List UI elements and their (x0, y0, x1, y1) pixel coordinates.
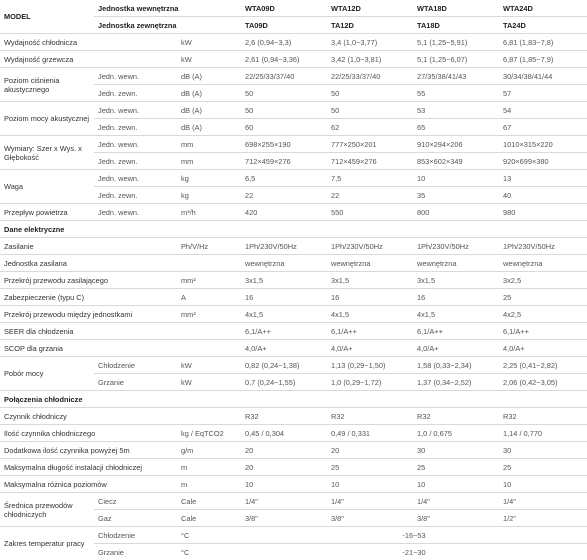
unit: dB (A) (177, 68, 241, 85)
value: 4x2,5 (499, 306, 587, 323)
value: 25 (499, 459, 587, 476)
value: 1/4" (499, 493, 587, 510)
section-title: Połączenia chłodnicze (0, 391, 587, 408)
row-label: Jednostka zasilana (0, 255, 177, 272)
value: 800 (413, 204, 499, 221)
value: 25 (327, 459, 413, 476)
unit: kg / EqTCO2 (177, 425, 241, 442)
unit-empty (177, 408, 241, 425)
value: wewnętrzna (499, 255, 587, 272)
unit: °C (177, 544, 241, 560)
unit: Ph/V/Hz (177, 238, 241, 255)
section-title: Dane elektryczne (0, 221, 587, 238)
indoor-model: WTA24D (499, 0, 587, 17)
value: 2,61 (0,94~3,36) (241, 51, 327, 68)
sub-label: Jedn. zewn. (94, 85, 177, 102)
row-label: Dodatkowa ilość czynnika powyżej 5m (0, 442, 177, 459)
value: 40 (499, 187, 587, 204)
value: 3/8" (413, 510, 499, 527)
row-label: Średnica przewodów chłodniczych (0, 493, 94, 527)
row-label: Poziom ciśnienia akustycznego (0, 68, 94, 102)
unit: kg (177, 187, 241, 204)
value: 1,0 (0,29~1,72) (327, 374, 413, 391)
value: 25 (499, 289, 587, 306)
unit: mm² (177, 306, 241, 323)
value: 22/25/33/37/40 (327, 68, 413, 85)
indoor-model: WTA12D (327, 0, 413, 17)
value: R32 (327, 408, 413, 425)
value: 22 (241, 187, 327, 204)
sub-label: Jedn. wewn. (94, 136, 177, 153)
unit-empty (177, 255, 241, 272)
value: 3x1,5 (327, 272, 413, 289)
value: 420 (241, 204, 327, 221)
value: 2,25 (0,41~2,82) (499, 357, 587, 374)
value: 1,13 (0,29~1,50) (327, 357, 413, 374)
value: 550 (327, 204, 413, 221)
outdoor-model: TA12D (327, 17, 413, 34)
value: 4,0/A+ (499, 340, 587, 357)
value: -16~53 (241, 527, 587, 544)
outdoor-model: TA09D (241, 17, 327, 34)
value: 20 (241, 442, 327, 459)
row-label: Zasilanie (0, 238, 177, 255)
value: 2,06 (0,42~3,05) (499, 374, 587, 391)
row-label: Waga (0, 170, 94, 204)
unit: dB (A) (177, 102, 241, 119)
value: 1/4" (241, 493, 327, 510)
value: 1,0 / 0,675 (413, 425, 499, 442)
value: R32 (413, 408, 499, 425)
value: 0,7 (0,24~1,55) (241, 374, 327, 391)
value: R32 (499, 408, 587, 425)
outdoor-model: TA18D (413, 17, 499, 34)
value: 1Ph/230V/50Hz (413, 238, 499, 255)
value: 16 (241, 289, 327, 306)
value: 50 (241, 85, 327, 102)
row-label: Wymiary: Szer x Wys. x Głębokość (0, 136, 94, 170)
value: 1/4" (327, 493, 413, 510)
value: 30/34/38/41/44 (499, 68, 587, 85)
sub-label: Gaz (94, 510, 177, 527)
value: 25 (413, 459, 499, 476)
row-label: Ilość czynnika chłodniczego (0, 425, 177, 442)
unit: m³/h (177, 204, 241, 221)
value: 20 (241, 459, 327, 476)
unit: m (177, 476, 241, 493)
unit: Cale (177, 493, 241, 510)
value: 10 (413, 170, 499, 187)
value: 3,42 (1,0~3,81) (327, 51, 413, 68)
value: 0,49 / 0,331 (327, 425, 413, 442)
unit: kW (177, 34, 241, 51)
value: 2,6 (0,94~3,3) (241, 34, 327, 51)
value: 10 (241, 476, 327, 493)
sub-label: Jedn. zewn. (94, 153, 177, 170)
value: 22 (327, 187, 413, 204)
unit: A (177, 289, 241, 306)
value: 6,1/A++ (499, 323, 587, 340)
unit: mm (177, 136, 241, 153)
value: 4,0/A+ (327, 340, 413, 357)
value: 30 (413, 442, 499, 459)
outdoor-unit-label: Jednostka zewnętrzna (94, 17, 241, 34)
value: 853×602×349 (413, 153, 499, 170)
value: 50 (241, 102, 327, 119)
value: 1,37 (0,34~2,52) (413, 374, 499, 391)
value: 10 (499, 476, 587, 493)
value: 3/8" (241, 510, 327, 527)
unit: Cale (177, 510, 241, 527)
unit: dB (A) (177, 119, 241, 136)
sub-label: Grzanie (94, 374, 177, 391)
value: 65 (413, 119, 499, 136)
row-label: Maksymalna różnica poziomów (0, 476, 177, 493)
value: 50 (327, 85, 413, 102)
value: wewnętrzna (413, 255, 499, 272)
value: 910×294×206 (413, 136, 499, 153)
value: 0,82 (0,24~1,38) (241, 357, 327, 374)
value: wewnętrzna (241, 255, 327, 272)
value: 980 (499, 204, 587, 221)
indoor-unit-label: Jednostka wewnętrzna (94, 0, 241, 17)
value: 54 (499, 102, 587, 119)
unit: m (177, 459, 241, 476)
value: 62 (327, 119, 413, 136)
sub-label: Grzanie (94, 544, 177, 560)
sub-label: Jedn. zewn. (94, 119, 177, 136)
model-label: MODEL (0, 0, 94, 34)
value: 712×459×276 (327, 153, 413, 170)
unit: mm (177, 153, 241, 170)
row-label: Poziom mocy akustycznej (0, 102, 94, 136)
sub-label: Jedn. wewn. (94, 68, 177, 85)
value: 10 (413, 476, 499, 493)
value: 4x1,5 (241, 306, 327, 323)
unit: kW (177, 357, 241, 374)
value: 10 (327, 476, 413, 493)
sub-label: Jedn. wewn. (94, 102, 177, 119)
row-label: Zakres temperatur pracy (0, 527, 94, 560)
unit: g/m (177, 442, 241, 459)
row-label: Czynnik chłodniczy (0, 408, 177, 425)
value: 55 (413, 85, 499, 102)
value: 27/35/38/41/43 (413, 68, 499, 85)
value: 20 (327, 442, 413, 459)
value: R32 (241, 408, 327, 425)
value: 1/4" (413, 493, 499, 510)
value: 1,14 / 0,770 (499, 425, 587, 442)
value: 6,1/A++ (413, 323, 499, 340)
value: 698×255×190 (241, 136, 327, 153)
sub-label: Chłodzenie (94, 527, 177, 544)
value: 67 (499, 119, 587, 136)
value: 53 (413, 102, 499, 119)
value: 1010×315×220 (499, 136, 587, 153)
value: 16 (413, 289, 499, 306)
value: 777×250×201 (327, 136, 413, 153)
sub-label: Ciecz (94, 493, 177, 510)
value: 3x1,5 (241, 272, 327, 289)
value: 3,4 (1,0~3,77) (327, 34, 413, 51)
row-label: Zabezpieczenie (typu C) (0, 289, 177, 306)
value: 6,1/A++ (327, 323, 413, 340)
unit: dB (A) (177, 85, 241, 102)
row-label: SCOP dla grzania (0, 340, 177, 357)
value: 4x1,5 (413, 306, 499, 323)
sub-label: Jedn. wewn. (94, 170, 177, 187)
value: 22/25/33/37/40 (241, 68, 327, 85)
row-label: Wydajność chłodnicza (0, 34, 177, 51)
unit: kW (177, 374, 241, 391)
value: 712×459×276 (241, 153, 327, 170)
value: 30 (499, 442, 587, 459)
value: 13 (499, 170, 587, 187)
value: 1Ph/230V/50Hz (327, 238, 413, 255)
value: 16 (327, 289, 413, 306)
value: 60 (241, 119, 327, 136)
value: 3x1,5 (413, 272, 499, 289)
row-label: SEER dla chłodzenia (0, 323, 177, 340)
value: 4,0/A+ (413, 340, 499, 357)
value: 1,58 (0,33~2,34) (413, 357, 499, 374)
value: 6,81 (1,83~7,8) (499, 34, 587, 51)
value: 5,1 (1,25~6,07) (413, 51, 499, 68)
value: 6,5 (241, 170, 327, 187)
unit: kW (177, 51, 241, 68)
value: 4x1,5 (327, 306, 413, 323)
row-label: Przekrój przewodu zasilającego (0, 272, 177, 289)
value: 35 (413, 187, 499, 204)
row-label: Pobór mocy (0, 357, 94, 391)
sub-label: Jedn. zewn. (94, 187, 177, 204)
sub-label: Chłodzenie (94, 357, 177, 374)
unit-empty (177, 323, 241, 340)
value: 7,5 (327, 170, 413, 187)
value: 50 (327, 102, 413, 119)
value: 1Ph/230V/50Hz (499, 238, 587, 255)
value: 3x2,5 (499, 272, 587, 289)
value: 3/8" (327, 510, 413, 527)
value: 920×699×380 (499, 153, 587, 170)
unit: mm² (177, 272, 241, 289)
sub-label: Jedn. wewn. (94, 204, 177, 221)
row-label: Przepływ powietrza (0, 204, 94, 221)
indoor-model: WTA09D (241, 0, 327, 17)
value: -21~30 (241, 544, 587, 560)
value: 57 (499, 85, 587, 102)
indoor-model: WTA18D (413, 0, 499, 17)
value: 5,1 (1,25~5,91) (413, 34, 499, 51)
value: 1Ph/230V/50Hz (241, 238, 327, 255)
value: 6,1/A++ (241, 323, 327, 340)
unit: °C (177, 527, 241, 544)
value: wewnętrzna (327, 255, 413, 272)
row-label: Maksymalna długość instalacji chłodniczej (0, 459, 177, 476)
value: 0,45 / 0,304 (241, 425, 327, 442)
value: 4,0/A+ (241, 340, 327, 357)
unit: kg (177, 170, 241, 187)
value: 1/2" (499, 510, 587, 527)
row-label: Wydajność grzewcza (0, 51, 177, 68)
value: 6,87 (1,85~7,9) (499, 51, 587, 68)
unit-empty (177, 340, 241, 357)
row-label: Przekrój przewodu między jednostkami (0, 306, 177, 323)
outdoor-model: TA24D (499, 17, 587, 34)
